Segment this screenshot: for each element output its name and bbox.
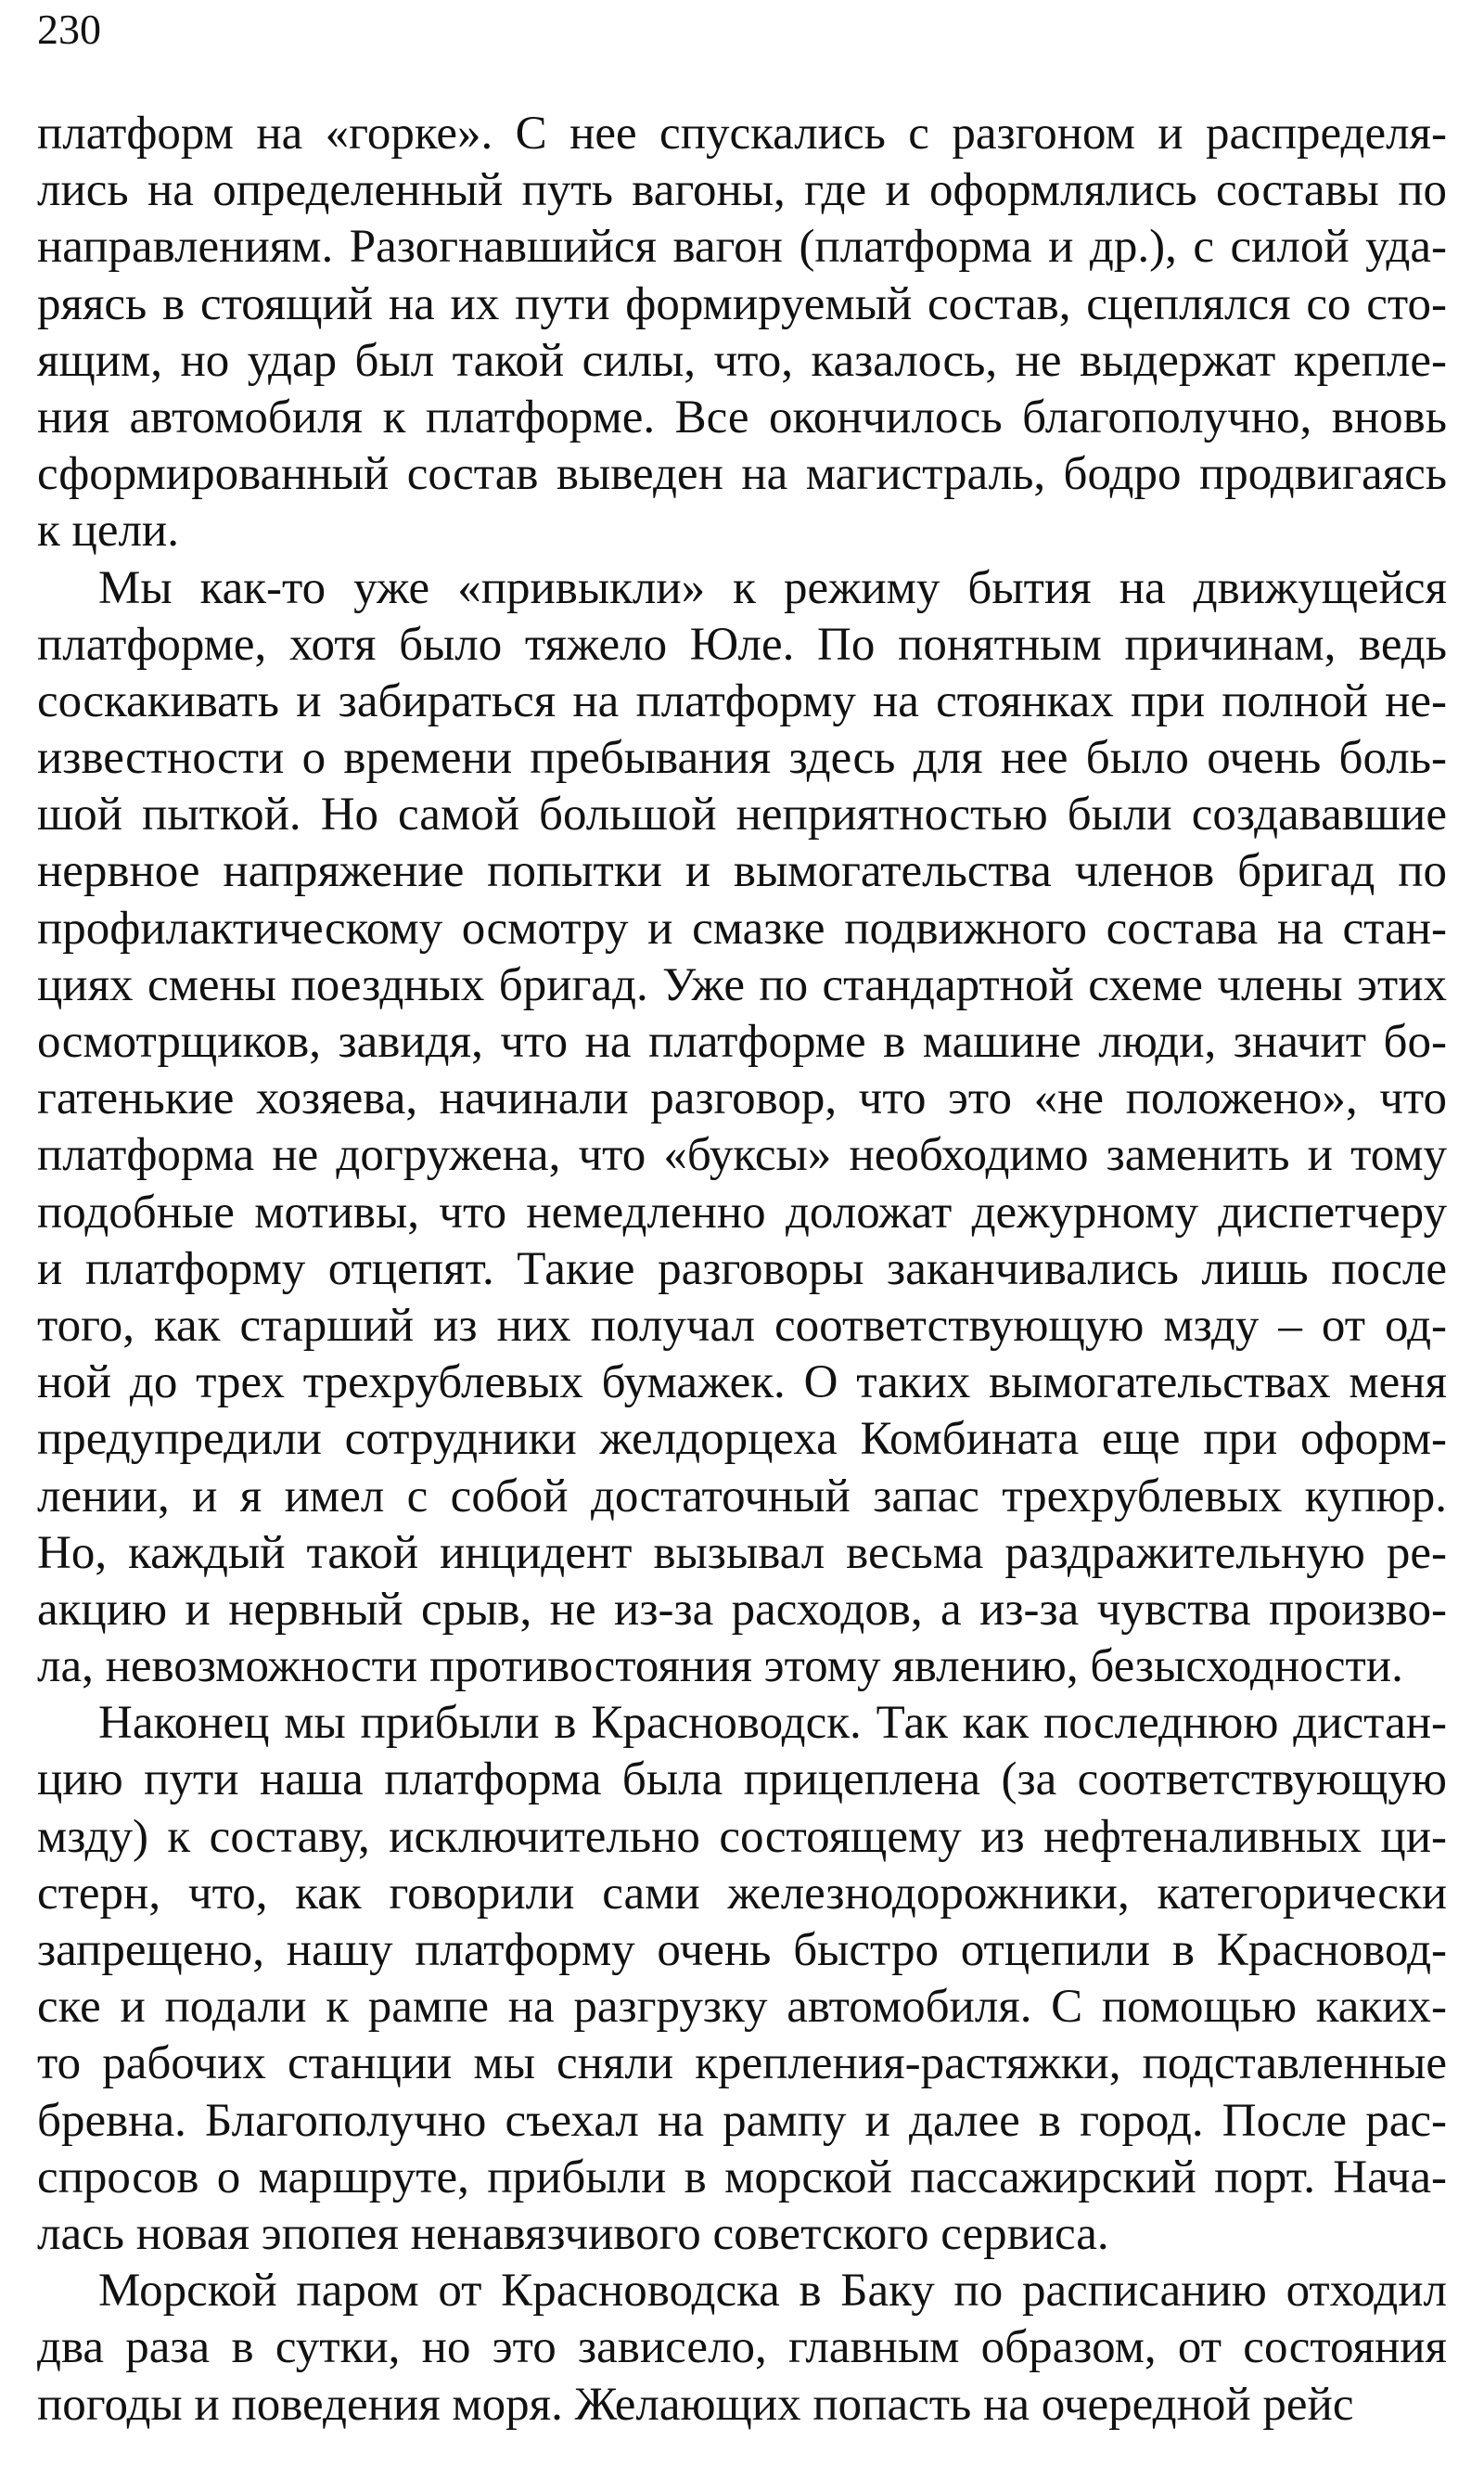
text-line: циях смены поездных бригад. Уже по стандартной схеме члены этих — [37, 958, 1447, 1011]
page-number: 230 — [37, 6, 101, 53]
text-line: и платформу отцепят. Такие разговоры заканчивались лишь после — [37, 1242, 1447, 1295]
text-line: известности о времени пребывания здесь для нее было очень боль- — [37, 732, 1447, 785]
text-line: запрещено, нашу платформу очень быстро отцепили в Красновод- — [37, 1924, 1447, 1976]
paragraph — [37, 106, 1447, 560]
text-line: бревна. Благополучно съехал на рампу и далее в город. После рас- — [37, 2094, 1447, 2147]
text-line: цию пути наша платформа была прицеплена (за соответствующую — [37, 1753, 1447, 1806]
text-line: два раза в сутки, но это зависело, главным образом, от состояния — [37, 2321, 1447, 2374]
text-line: ния автомобиля к платформе. Все окончилось благополучно, вновь — [37, 391, 1447, 443]
text-line: профилактическому осмотру и смазке подвижного состава на стан- — [37, 902, 1447, 955]
text-line: лении, и я имел с собой достаточный запас трехрублевых купюр. — [37, 1470, 1447, 1522]
text-line: то рабочих станции мы сняли крепления-растяжки, подставленные — [37, 2037, 1447, 2090]
paragraph — [37, 560, 1447, 1696]
text-line: гатенькие хозяева, начинали разговор, что это «не положено», что — [37, 1072, 1447, 1125]
text-line: предупредили сотрудники желдорцеха Комбината еще при оформ- — [37, 1413, 1447, 1466]
text-line: шой пыткой. Но самой большой неприятностью были создававшие — [37, 789, 1447, 841]
text-line: сформированный состав выведен на магистраль, бодро продвигаясь — [37, 448, 1447, 501]
text-line: направлениям. Разогнавшийся вагон (платформа и др.), с силой уда- — [37, 221, 1447, 274]
text-line: погоды и поведения моря. Желающих попасть на очередной рейс — [37, 2378, 1354, 2431]
text-line: акцию и нервный срыв, не из-за расходов, а из-за чувства произво- — [37, 1583, 1447, 1636]
text-line: ла, невозможности противостояния этому явлению, безысходности. — [37, 1640, 1403, 1693]
text-line: ске и подали к рампе на разгрузку автомобиля. С помощью каких- — [37, 1981, 1447, 2034]
text-line: стерн, что, как говорили сами железнодорожники, категорически — [37, 1867, 1447, 1920]
text-line: осмотрщиков, завидя, что на платформе в машине люди, значит бо- — [37, 1016, 1447, 1068]
text-line: платформе, хотя было тяжело Юле. По понятным причинам, ведь — [37, 618, 1447, 671]
text-line: Наконец мы прибыли в Красноводск. Так как последнюю дистан- — [98, 1697, 1447, 1750]
paragraph — [37, 1695, 1447, 2263]
text-line: ряясь в стоящий на их пути формируемый состав, сцеплялся со сто- — [37, 277, 1447, 330]
text-line: платформ на «горке». С нее спускались с разгоном и распределя- — [37, 108, 1447, 160]
text-line: Морской паром от Красноводска в Баку по расписанию отходил — [98, 2265, 1447, 2318]
text-line: подобные мотивы, что немедленно доложат дежурному диспетчеру — [37, 1186, 1447, 1239]
text-line: спросов о маршруте, прибыли в морской пассажирский порт. Нача- — [37, 2151, 1447, 2203]
text-line: того, как старший из них получал соответствующую мзду – от од- — [37, 1299, 1447, 1352]
text-line: Но, каждый такой инцидент вызывал весьма раздражительную ре- — [37, 1526, 1447, 1579]
text-line: лись на определенный путь вагоны, где и оформлялись составы по — [37, 164, 1447, 217]
paragraph — [37, 2263, 1447, 2434]
text-line: мзду) к составу, исключительно состоящему из нефтеналивных ци- — [37, 1810, 1447, 1863]
text-line: ящим, но удар был такой силы, что, казалось, не выдержат крепле- — [37, 334, 1447, 387]
text-line: Мы как-то уже «привыкли» к режиму бытия на движущейся — [98, 561, 1447, 614]
text-line: соскакивать и забираться на платформу на стоянках при полной не- — [37, 674, 1447, 727]
text-line: к цели. — [37, 505, 179, 558]
text-body — [37, 106, 1447, 2434]
text-line: ной до трех трехрублевых бумажек. О таких вымогательствах меня — [37, 1356, 1447, 1409]
text-line: нервное напряжение попытки и вымогательства членов бригад по — [37, 845, 1447, 898]
text-line: лась новая эпопея ненавязчивого советского сервиса. — [37, 2207, 1109, 2260]
text-line: платформа не догружена, что «буксы» необходимо заменить и тому — [37, 1129, 1447, 1182]
